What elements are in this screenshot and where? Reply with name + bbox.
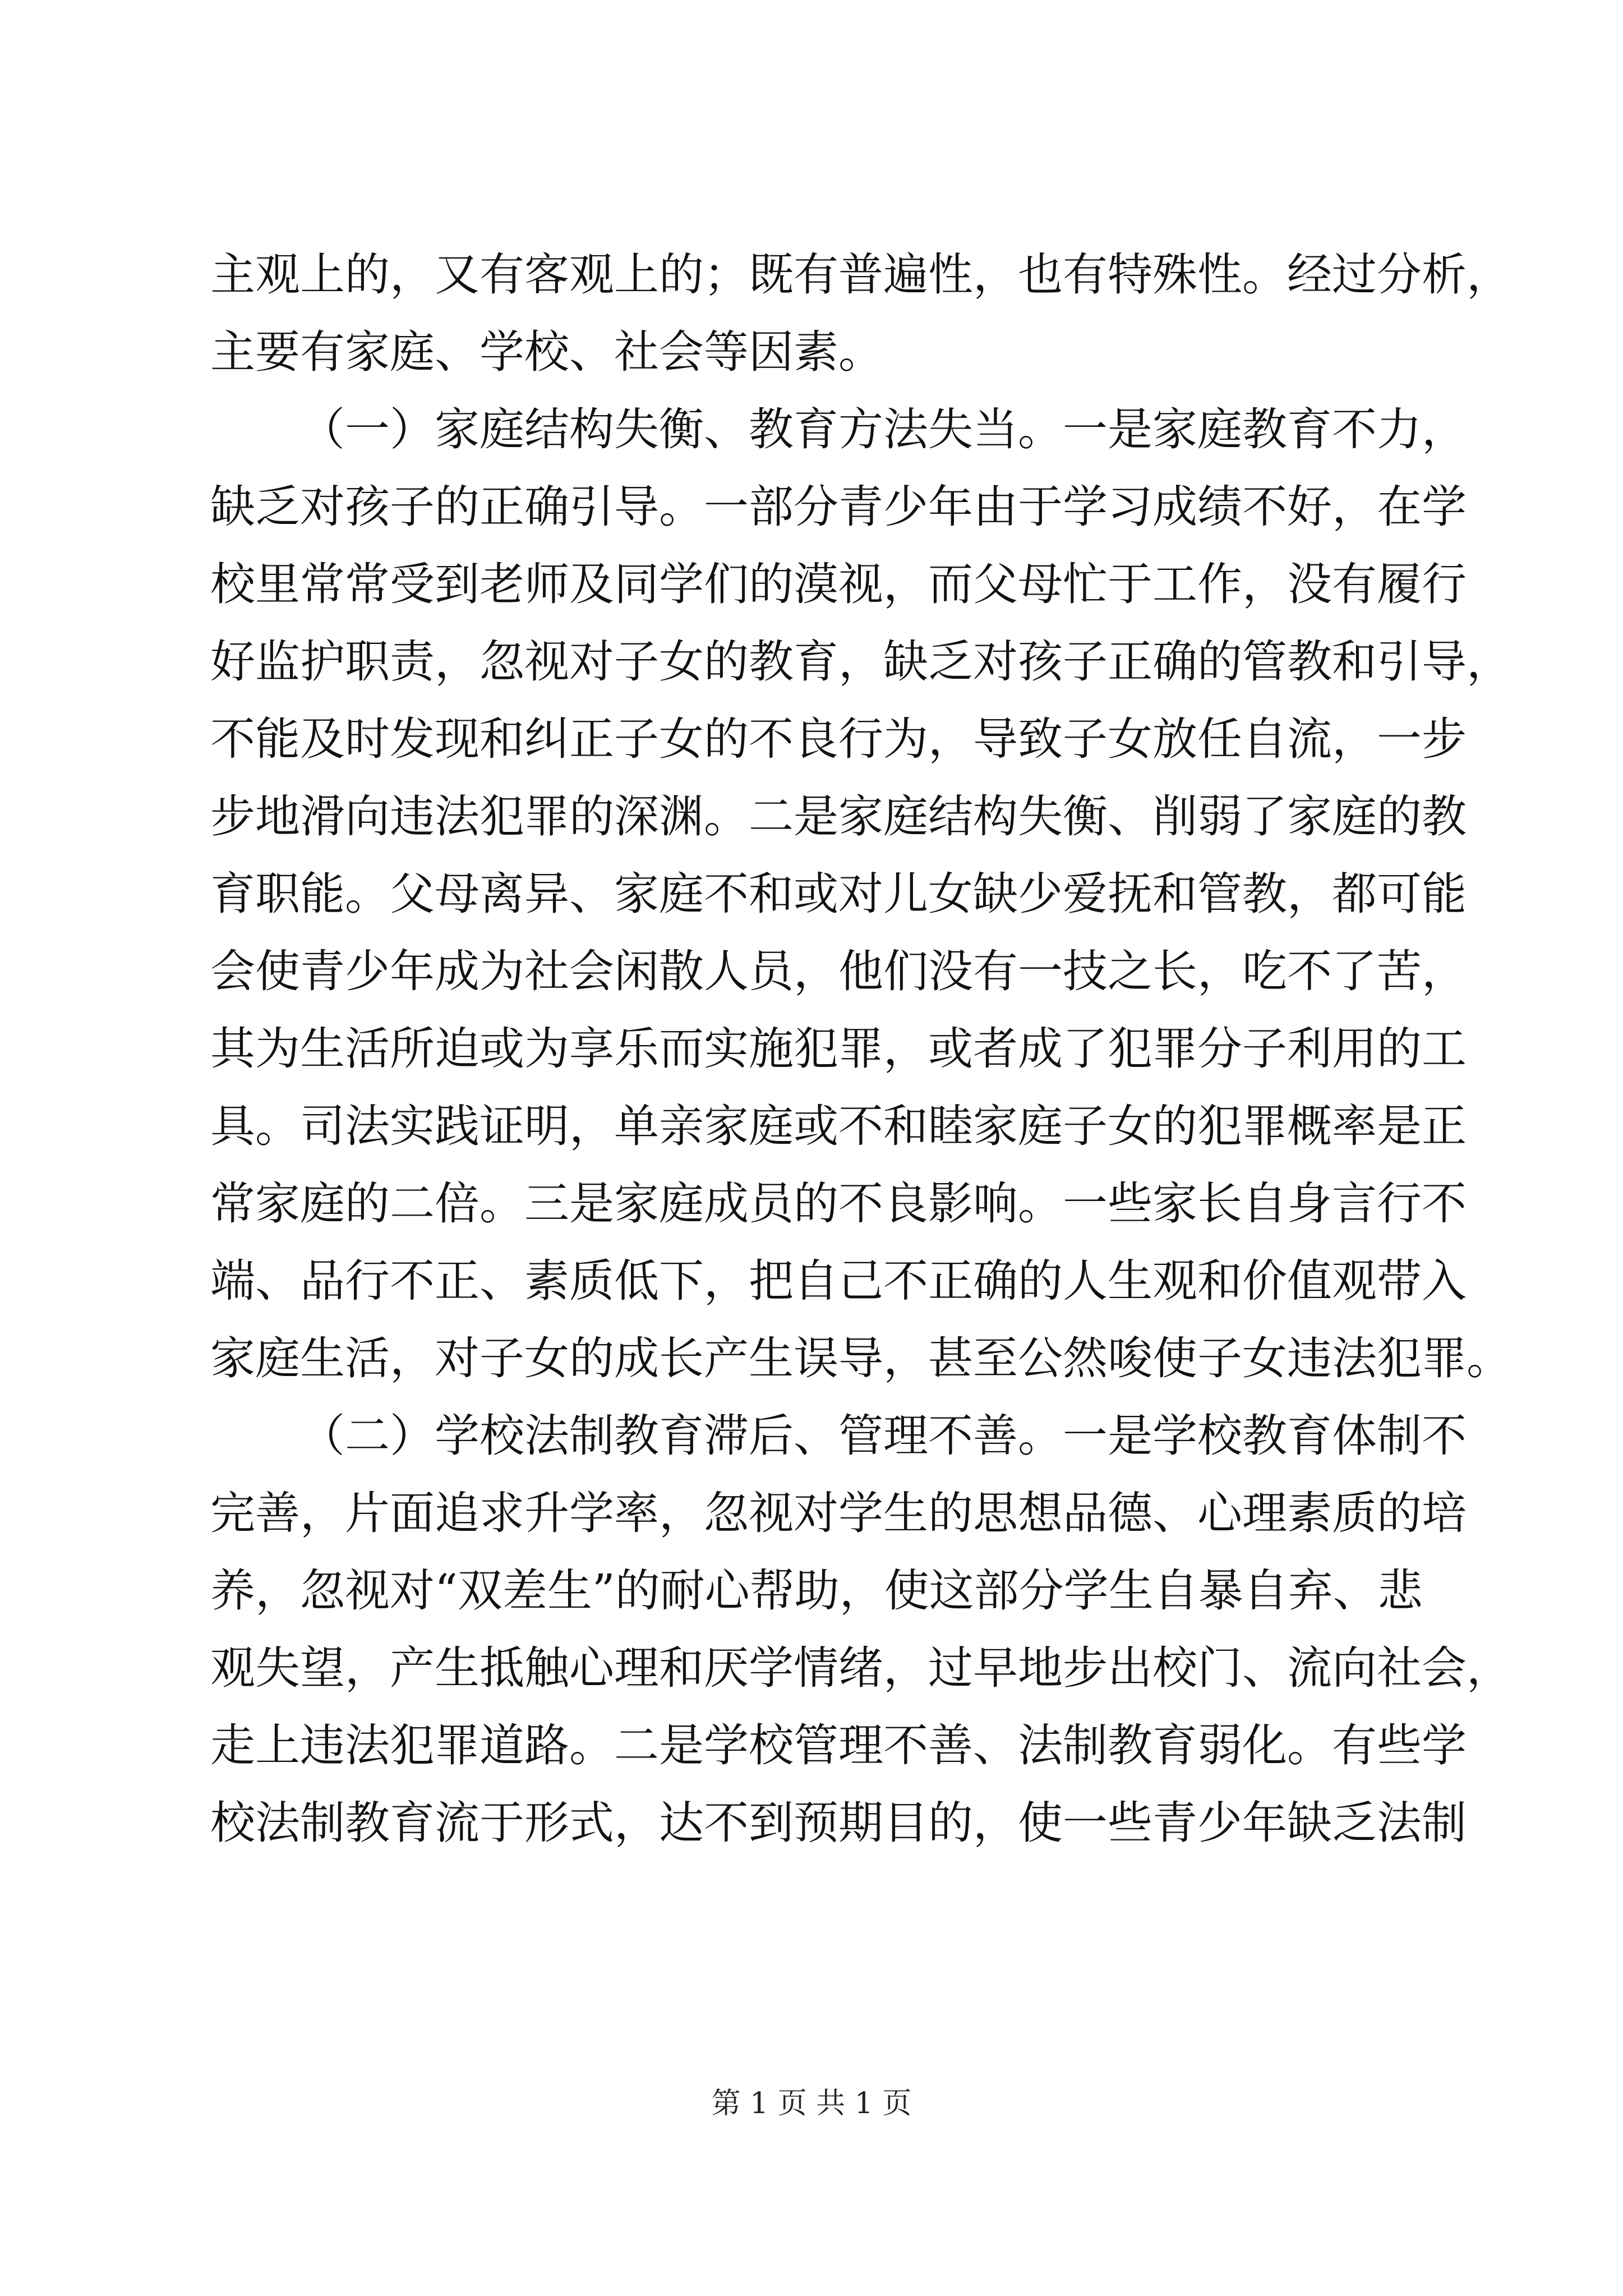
text-line: 步地滑向违法犯罪的深渊。二是家庭结构失衡、削弱了家庭的教: [210, 790, 1467, 843]
text-line: 养，忽视对“双差生”的耐心帮助，使这部分学生自暴自弃、悲: [210, 1565, 1423, 1617]
text-line: 会使青少年成为社会闲散人员，他们没有一技之长，吃不了苦，: [210, 945, 1467, 997]
text-line: 观失望，产生抵触心理和厌学情绪，过早地步出校门、流向社会，: [210, 1642, 1511, 1694]
text-line: 走上违法犯罪道路。二是学校管理不善、法制教育弱化。有些学: [210, 1719, 1467, 1772]
text-line: 完善，片面追求升学率，忽视对学生的思想品德、心理素质的培: [210, 1487, 1467, 1539]
text-line: 常家庭的二倍。三是家庭成员的不良影响。一些家长自身言行不: [210, 1177, 1467, 1230]
text-line: 家庭生活，对子女的成长产生误导，甚至公然唆使子女违法犯罪。: [210, 1332, 1511, 1384]
text-line: 具。司法实践证明，单亲家庭或不和睦家庭子女的犯罪概率是正: [210, 1100, 1467, 1152]
text-line: 育职能。父母离异、家庭不和或对儿女缺少爱抚和管教，都可能: [210, 868, 1467, 920]
text-line: 主要有家庭、学校、社会等因素。: [210, 326, 883, 378]
text-line: 校法制教育流于形式，达不到预期目的，使一些青少年缺乏法制: [210, 1797, 1467, 1849]
section-heading-line: （一）家庭结构失衡、教育方法失当。一是家庭教育不力，: [300, 403, 1467, 455]
text-line: 其为生活所迫或为享乐而实施犯罪，或者成了犯罪分子利用的工: [210, 1023, 1467, 1075]
text-line: 主观上的，又有客观上的；既有普遍性，也有特殊性。经过分析，: [210, 249, 1511, 301]
text-line: 校里常常受到老师及同学们的漠视，而父母忙于工作，没有履行: [210, 558, 1467, 610]
page-number-label: 第 1 页 共 1 页: [711, 2087, 912, 2120]
text-line: 端、品行不正、素质低下，把自己不正确的人生观和价值观带入: [210, 1255, 1467, 1307]
text-line: 缺乏对孩子的正确引导。一部分青少年由于学习成绩不好，在学: [210, 481, 1467, 533]
text-line: 好监护职责，忽视对子女的教育，缺乏对孩子正确的管教和引导，: [210, 636, 1511, 688]
text-line: 不能及时发现和纠正子女的不良行为，导致子女放任自流，一步: [210, 713, 1467, 765]
body-text: [210, 247, 1511, 1872]
section-heading-line: （二）学校法制教育滞后、管理不善。一是学校教育体制不: [300, 1410, 1467, 1462]
page-footer: [0, 2084, 1623, 2123]
